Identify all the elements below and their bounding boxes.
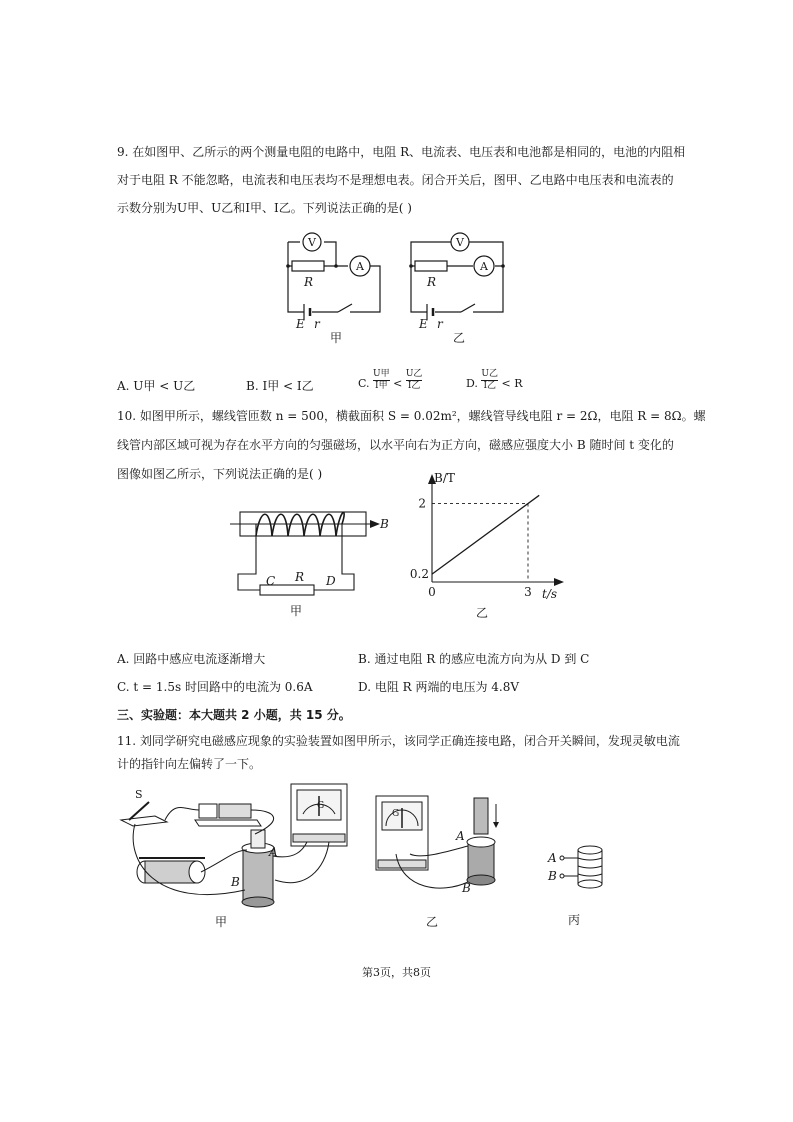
down-arrow [493,822,499,828]
section-heading: 三、实验题：本大题共 2 小题，共 15 分。 [117,708,351,722]
q10-line2: 线管内部区域可视为存在水平方向的匀强磁场，以水平向右为正方向，磁感应强度大小 B 随时间 t 变化的 [117,438,674,452]
q9-option-b[interactable]: B. I甲 < I乙 [246,379,314,393]
y-tick-label: 0.2 [409,567,429,582]
b-label: B [380,517,389,531]
terminal-b-label: B [231,875,240,889]
caption-yi: 乙 [453,331,466,345]
terminal-a-label: A [456,829,465,843]
caption-jia: 甲 [215,915,228,929]
page-footer: 第3页，共8页 [362,966,431,979]
caption-yi: 乙 [476,606,489,620]
caption-bing: 丙 [568,913,581,927]
q10-option-b[interactable]: B. 通过电阻 R 的感应电流方向为从 D 到 C [358,652,590,666]
q9-circuit-jia [280,226,390,345]
c-num2: U乙 [405,369,423,379]
d-den: I乙 [483,381,496,391]
r-label: R [295,570,305,584]
voltmeter-label: V [456,236,464,249]
galvanometer-label: G [317,801,325,811]
y-tick-label: 2 [418,496,426,511]
d-num: U乙 [481,369,499,379]
q11-line2: 计的指针向左偏转了一下。 [117,757,262,771]
q10-solenoid-circuit [230,500,400,625]
q9-circuit-yi [403,226,513,345]
d-label: D [326,574,336,588]
internal-label: r [314,317,320,331]
x-tick-label: 3 [524,585,532,599]
galvanometer-label: G [392,809,400,819]
c-den2: I乙 [407,381,421,391]
q9-option-d[interactable] [466,369,523,392]
x-axis-label: t/s [542,587,558,601]
c-label: C [266,574,276,588]
series-line [432,495,539,574]
q11-apparatus-jia [115,780,355,930]
resistor-label: R [304,275,314,289]
q11-line1: 11. 刘同学研究电磁感应现象的实验装置如图甲所示，该同学正确连接电路，闭合开关瞬间，发现灵敏电流 [117,734,680,748]
bt-chart [400,470,580,630]
q9-line3: 示数分别为U甲、U乙和I甲、I乙。下列说法正确的是( ) [117,201,412,215]
resistor-label: R [427,275,437,289]
voltmeter-label: V [308,236,316,249]
y-axis-label: B/T [434,471,455,485]
q11-apparatus-yi [372,790,512,930]
c-den1: I甲 [375,381,388,391]
caption-jia: 甲 [290,604,303,618]
q10-line3: 图像如图乙所示，下列说法正确的是( ) [117,467,323,481]
bar-magnet [474,798,488,834]
q10-option-c[interactable]: C. t = 1.5s 时回路中的电流为 0.6A [117,680,313,694]
option-c-prefix: C. [358,377,374,390]
terminal-b-label: B [548,869,557,883]
q9-option-a[interactable]: A. U甲 < U乙 [117,379,196,393]
c-num1: U甲 [373,369,390,379]
q11-coil-bing [540,840,620,930]
option-d-prefix: D. [466,377,482,390]
ammeter-label: A [356,260,364,273]
caption-jia: 甲 [330,331,343,345]
q10-line1: 10. 如图甲所示，螺线管匝数 n = 500，横截面积 S = 0.02m²，螺线管导线电阻 r = 2Ω，电阻 R = 8Ω。螺 [117,409,706,423]
x-axis-arrow [554,578,564,586]
c-lt: < [393,377,403,390]
terminal-a-label: A [548,851,557,865]
internal-label: r [437,317,443,331]
terminal-b-label: B [462,881,471,895]
terminal-a-label: A [269,845,278,859]
q10-option-a[interactable]: A. 回路中感应电流逐渐增大 [117,652,266,666]
q10-option-d[interactable]: D. 电阻 R 两端的电压为 4.8V [358,680,520,694]
emf-label: E [419,317,428,331]
switch-base [121,816,167,826]
q9-line2: 对于电阻 R 不能忽略，电流表和电压表均不是理想电表。闭合开关后，图甲、乙电路中电压表和电流表的 [117,173,674,187]
caption-yi: 乙 [426,915,439,929]
switch-label: S [135,788,143,801]
q9-line1: 9. 在如图甲、乙所示的两个测量电阻的电路中，电阻 R、电流表、电压表和电池都是相同的，电池的内阻相 [117,145,686,159]
emf-label: E [296,317,305,331]
q9-option-c[interactable] [358,369,422,392]
ammeter-label: A [480,260,488,273]
b-field-arrow [370,520,380,528]
d-rest: < R [501,377,523,390]
x-tick-label: 0 [428,585,436,599]
